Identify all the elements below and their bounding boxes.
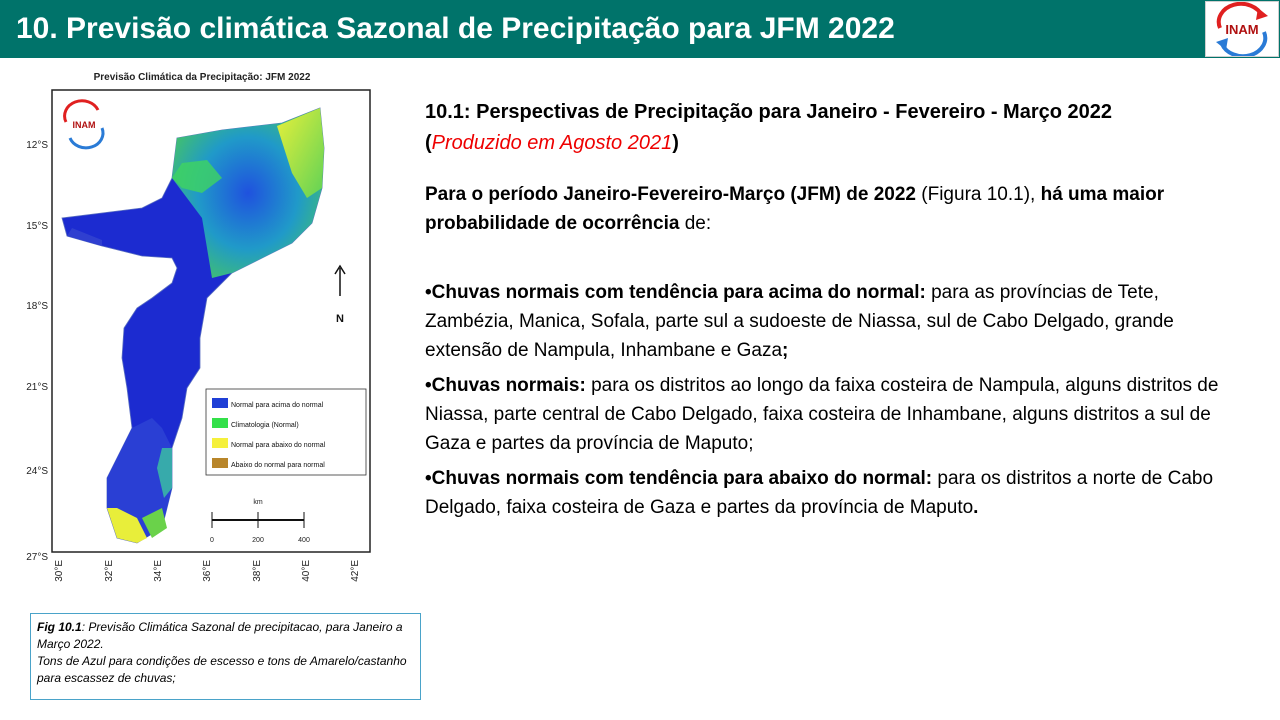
section-heading: 10.1: Perspectivas de Precipitação para Janeiro - Fevereiro - Março 2022 — [425, 101, 1113, 123]
produced-date: Produzido em Agosto 2021 — [431, 132, 673, 154]
svg-text:0: 0 — [210, 537, 214, 544]
svg-text:200: 200 — [252, 537, 264, 544]
intro-paragraph: Para o período Janeiro-Fevereiro-Março (JFM) de 2022 (Figura 10.1), há uma maior probabilidade de ocorrência de: — [425, 184, 1165, 234]
map-legend — [206, 389, 366, 475]
caption-line-2: Tons de Azul para condições de escesso e tons de Amarelo/castanho para escassez de chuvas; — [37, 654, 407, 685]
inam-logo-icon — [1206, 2, 1278, 56]
svg-text:N: N — [336, 313, 344, 325]
svg-text:21°S: 21°S — [26, 382, 48, 393]
svg-text:27°S: 27°S — [26, 552, 48, 563]
title-bar — [0, 0, 1280, 58]
svg-text:400: 400 — [298, 537, 310, 544]
svg-text:42°E: 42°E — [350, 560, 361, 582]
produced-note: (Produzido em Agosto 2021) — [425, 132, 679, 154]
caption-line-1: : Previsão Climática Sazonal de precipitacao, para Janeiro a Março 2022. — [37, 620, 403, 651]
svg-text:15°S: 15°S — [26, 221, 48, 232]
svg-text:Normal para abaixo do normal: Normal para abaixo do normal — [231, 442, 326, 449]
latitude-labels — [26, 140, 48, 563]
svg-text:km: km — [253, 499, 263, 506]
svg-text:40°E: 40°E — [301, 560, 312, 582]
svg-text:36°E: 36°E — [202, 560, 213, 582]
bullet-below-normal: •Chuvas normais com tendência para abaixo do normal: para os distritos a norte de Cabo Delgado, faixa costeira de Gaza e partes da província de Maputo. — [425, 468, 1214, 518]
svg-text:INAM: INAM — [72, 120, 96, 130]
svg-text:Climatologia (Normal): Climatologia (Normal) — [231, 422, 299, 429]
figure-caption — [30, 613, 421, 700]
caption-fig-label: Fig 10.1 — [37, 620, 82, 634]
svg-text:Abaixo do normal para normal: Abaixo do normal para normal — [231, 462, 325, 469]
svg-text:24°S: 24°S — [26, 466, 48, 477]
slide-title: 10. Previsão climática Sazonal de Precipitação para JFM 2022 — [16, 12, 895, 45]
svg-text:Normal para acima do normal: Normal para acima do normal — [231, 402, 324, 409]
svg-text:38°E: 38°E — [252, 560, 263, 582]
svg-text:34°E: 34°E — [153, 560, 164, 582]
svg-text:30°E: 30°E — [54, 560, 65, 582]
bullet-normal: •Chuvas normais: para os distritos ao longo da faixa costeira de Nampula, alguns distritos de Niassa, parte central de Cabo Delgado, faixa costeira de Inhambane, alguns distritos a sul de Gaza e partes da província de Maputo; — [425, 375, 1219, 454]
map-title: Previsão Climática da Precipitação: JFM 2022 — [93, 72, 311, 83]
content-body — [425, 96, 1225, 522]
longitude-labels — [54, 560, 361, 582]
svg-text:32°E: 32°E — [104, 560, 115, 582]
forecast-map — [22, 68, 382, 588]
bullet-above-normal: •Chuvas normais com tendência para acima do normal: para as províncias de Tete, Zambézia, Manica, Sofala, parte sul a sudoeste de Niassa, sul de Cabo Delgado, grande extensão de Nampula, Inhambane e Gaza; — [425, 282, 1174, 361]
inam-logo — [1205, 1, 1279, 57]
svg-text:18°S: 18°S — [26, 301, 48, 312]
svg-text:12°S: 12°S — [26, 140, 48, 151]
logo-text: INAM — [1225, 22, 1259, 37]
